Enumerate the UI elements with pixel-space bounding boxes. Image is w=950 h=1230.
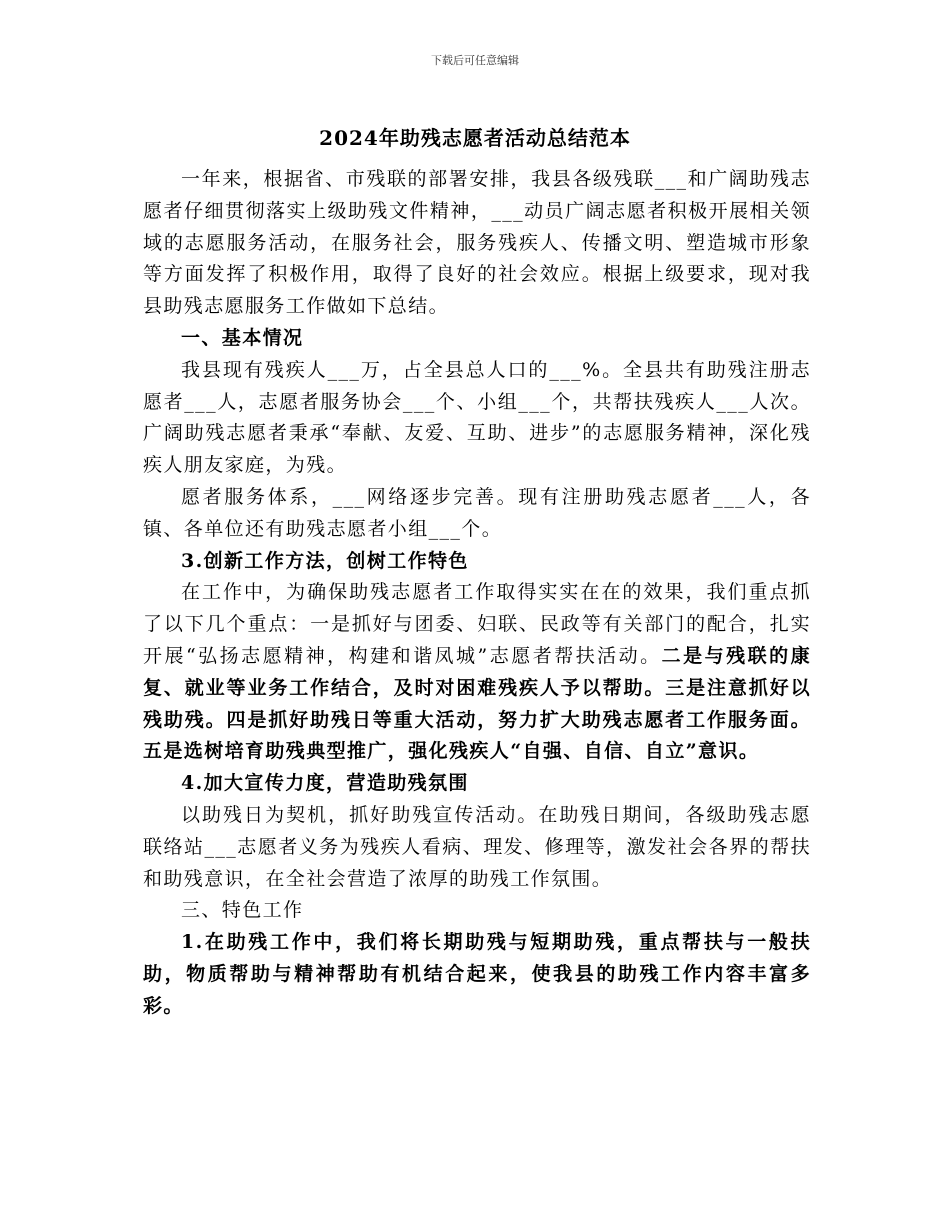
subheading-publicity: 4.加大宣传力度，营造助残氛围 xyxy=(181,772,469,795)
paragraph-publicity: 以助残日为契机，抓好助残宣传活动。在助残日期间，各级助残志愿联络站___志愿者义务为残疾人看病、理发、修理等，激发社会各界的帮扶和助残意识，在全社会营造了浓厚的助残工作氛围。 xyxy=(143,803,811,890)
section-heading-basic: 一、基本情况 xyxy=(181,326,304,349)
document-title: 2024年助残志愿者活动总结范本 xyxy=(319,126,631,150)
page-header-note: 下载后可任意编辑 xyxy=(431,54,519,67)
paragraph-innovation xyxy=(143,577,811,768)
intro-paragraph: 一年来，根据省、市残联的部署安排，我县各级残联___和广阔助残志愿者仔细贯彻落实上级助残文件精神，___动员广阔志愿者积极开展相关领域的志愿服务活动，在服务社会，服务残疾人、传播文明、塑造城市形象等方面发挥了积极作用，取得了良好的社会效应。根据上级要求，现对我县助残志愿服务工作做如下总结。 xyxy=(143,168,811,318)
paragraph-service-system: 愿者服务体系，___网络逐步完善。现有注册助残志愿者___人，各镇、各单位还有助残志愿者小组___个。 xyxy=(143,485,811,540)
section-heading-features: 三、特色工作 xyxy=(181,899,304,922)
paragraph-basic-stats: 我县现有残疾人___万，占全县总人口的___%。全县共有助残注册志愿者___人，志愿者服务协会___个、小组___个，共帮扶残疾人___人次。广阔助残志愿者秉承“奉献、友爱、互助、进步”的志愿服务精神，深化残疾人朋友家庭，为残。 xyxy=(143,358,811,477)
paragraph-features-1: 1.在助残工作中，我们将长期助残与短期助残，重点帮扶与一般扶助，物质帮助与精神帮助有机结合起来，使我县的助残工作内容丰富多彩。 xyxy=(143,931,811,1017)
document-body xyxy=(143,164,811,1023)
paragraph-innovation-regular: 在工作中，为确保助残志愿者工作取得实实在在的效果，我们重点抓了以下几个重点：一是抓好与团委、妇联、民政等有关部门的配合，扎实开展“弘扬志愿精神，构建和谐凤城”志愿者帮扶活动。 xyxy=(143,581,811,667)
paragraph-innovation-bold: 二是与残联的康复、就业等业务工作结合，及时对困难残疾人予以帮助。三是注意抓好以残助残。四是抓好助残日等重大活动，努力扩大助残志愿者工作服务面。五是选树培育助残典型推广，强化残疾人“自强、自信、自立”意识。 xyxy=(143,644,811,763)
subheading-innovation: 3.创新工作方法，创树工作特色 xyxy=(181,549,469,572)
